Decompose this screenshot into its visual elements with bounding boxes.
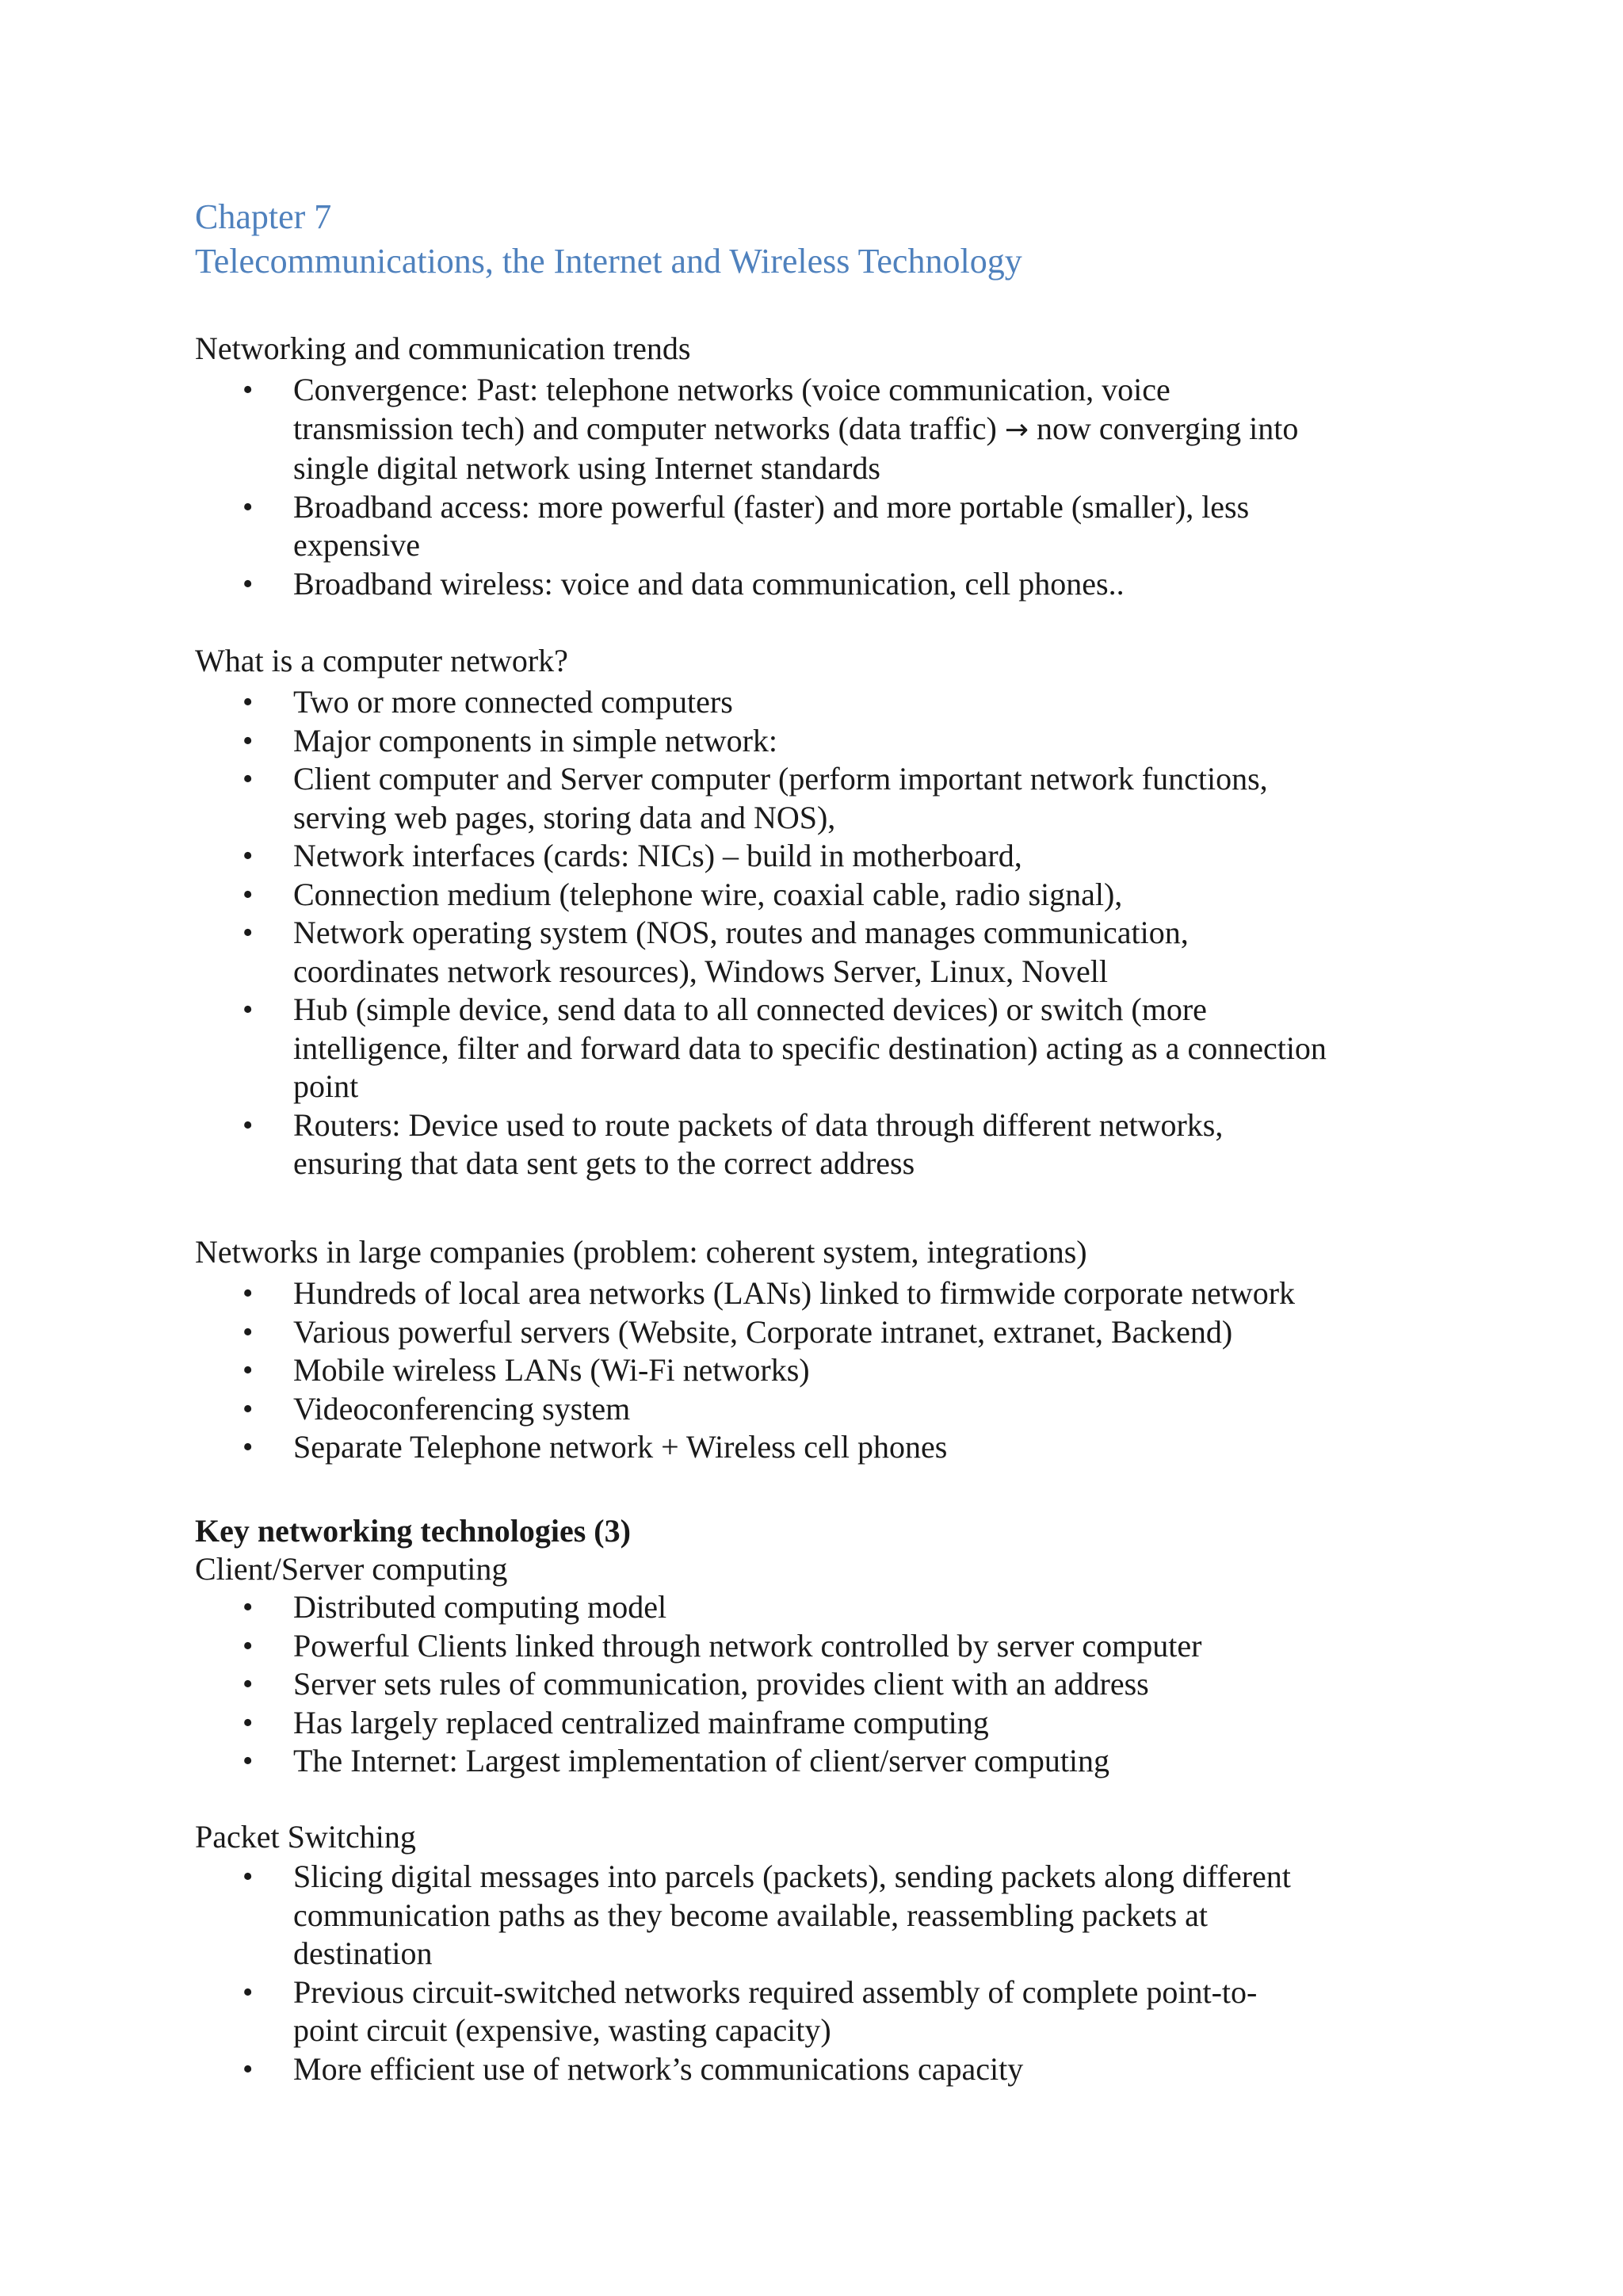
bullet-glyph: • <box>242 1591 254 1624</box>
bullet-glyph: • <box>242 1431 254 1464</box>
list-item: • Two or more connected computers <box>0 683 1466 722</box>
section-heading-packet-switching: Packet Switching <box>195 1819 416 1855</box>
list-item: • Various powerful servers (Website, Corporate intranet, extranet, Backend) <box>0 1313 1466 1352</box>
bullet-glyph: • <box>242 916 254 949</box>
section-heading-large-companies: Networks in large companies (problem: coherent system, integrations) <box>195 1234 1087 1270</box>
network-list <box>0 683 1466 1183</box>
list-item: • Separate Telephone network + Wireless cell phones <box>0 1428 1466 1467</box>
large-companies-list <box>0 1274 1466 1467</box>
list-item: • Broadband access: more powerful (faster) and more portable (smaller), less expensive <box>242 488 1250 563</box>
list-item: • Previous circuit-switched networks required assembly of complete point-to- point circuit (expensive, wasting capacity) <box>242 1973 1258 2048</box>
bullet-glyph: • <box>242 839 254 873</box>
list-item: • Routers: Device used to route packets of data through different networks, ensuring that data sent gets to the correct address <box>242 1106 1224 1181</box>
bullet-glyph: • <box>242 762 254 796</box>
list-item: • Distributed computing model <box>0 1588 1466 1627</box>
bullet-glyph: • <box>242 1706 254 1740</box>
bullet-glyph: • <box>242 1315 254 1349</box>
chapter-number: Chapter 7 <box>195 197 332 236</box>
bullet-glyph: • <box>242 1277 254 1310</box>
trends-list <box>0 371 1466 603</box>
bullet-glyph: • <box>242 1108 254 1142</box>
list-item: • Server sets rules of communication, provides client with an address <box>0 1665 1466 1704</box>
list-item: • Connection medium (telephone wire, coaxial cable, radio signal), <box>0 876 1466 915</box>
bullet-glyph: • <box>242 877 254 911</box>
list-item: • Hundreds of local area networks (LANs) linked to firmwide corporate network <box>0 1274 1466 1313</box>
bullet-glyph: • <box>242 1668 254 1701</box>
list-item: • Broadband wireless: voice and data communication, cell phones.. <box>0 565 1466 604</box>
list-item: • Powerful Clients linked through network controlled by server computer <box>0 1627 1466 1666</box>
list-item: • Hub (simple device, send data to all connected devices) or switch (more intelligence, filter and forward data to specific destination) acting as a connection point <box>242 991 1327 1104</box>
list-item: • Major components in simple network: <box>0 722 1466 761</box>
right-arrow-icon: → <box>1004 413 1029 446</box>
list-item: • Network operating system (NOS, routes and manages communication, coordinates network resources), Windows Server, Linux, Novell <box>242 915 1189 989</box>
list-item: • Videoconferencing system <box>0 1390 1466 1429</box>
bullet-glyph: • <box>242 490 254 524</box>
bullet-glyph: • <box>242 1744 254 1778</box>
bullet-glyph: • <box>242 686 254 719</box>
bullet-glyph: • <box>242 2052 254 2086</box>
bullet-glyph: • <box>242 724 254 758</box>
bullet-glyph: • <box>242 567 254 601</box>
section-heading-key-technologies: Key networking technologies (3) <box>195 1513 631 1549</box>
bullet-glyph: • <box>242 1354 254 1387</box>
bullet-glyph: • <box>242 993 254 1026</box>
list-item: • Convergence: Past: telephone networks (voice communication, voice transmission tech) and computer networks (data traffic) → now converging into single digital network using Internet standards <box>242 372 1299 486</box>
section-heading-trends: Networking and communication trends <box>195 330 691 366</box>
list-item: • Has largely replaced centralized mainframe computing <box>0 1704 1466 1743</box>
bullet-glyph: • <box>242 1629 254 1663</box>
subheading-client-server: Client/Server computing <box>195 1551 508 1587</box>
list-item: • Client computer and Server computer (perform important network functions, serving web pages, storing data and NOS), <box>242 761 1268 835</box>
bullet-glyph: • <box>242 373 254 407</box>
chapter-title: Telecommunications, the Internet and Wireless Technology <box>195 242 1022 281</box>
bullet-glyph: • <box>242 1975 254 2009</box>
bullet-glyph: • <box>242 1860 254 1893</box>
bullet-glyph: • <box>242 1392 254 1426</box>
section-heading-network: What is a computer network? <box>195 643 568 678</box>
list-item: • Network interfaces (cards: NICs) – build in motherboard, <box>0 837 1466 876</box>
list-item: • Mobile wireless LANs (Wi-Fi networks) <box>0 1351 1466 1390</box>
list-item: • The Internet: Largest implementation of client/server computing <box>0 1742 1466 1781</box>
client-server-list <box>0 1588 1466 1781</box>
list-item: • More efficient use of network’s communications capacity <box>0 2050 1466 2089</box>
packet-switching-list <box>0 1858 1466 2088</box>
list-item: • Slicing digital messages into parcels (packets), sending packets along different communication paths as they become available, reassembling packets at destination <box>242 1859 1291 1971</box>
